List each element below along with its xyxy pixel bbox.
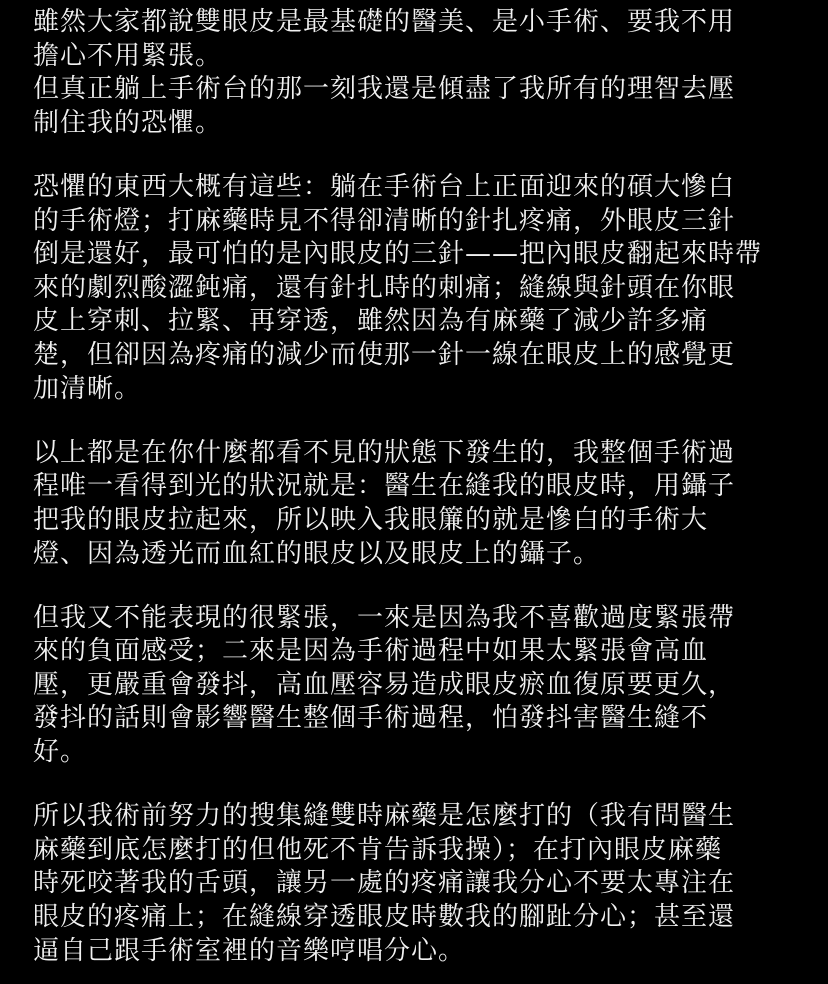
text-line: 楚，但卻因為疼痛的減少而使那一針一線在眼皮上的感覺更 <box>33 339 736 370</box>
paragraph-spacer <box>33 406 795 437</box>
text-line: 以上都是在你什麼都看不見的狀態下發生的，我整個手術過 <box>33 437 736 468</box>
text-line: 發抖的話則會影響醫生整個手術過程，怕發抖害醫生縫不 <box>33 703 709 734</box>
text-line: 恐懼的東西大概有這些：躺在手術台上正面迎來的碩大慘白 <box>33 171 736 202</box>
text-line: 加清晰。 <box>33 373 142 404</box>
text-line: 的手術燈；打麻藥時見不得卻清晰的針扎疼痛，外眼皮三針 <box>33 205 736 236</box>
text-line: 把我的眼皮拉起來，所以映入我眼簾的就是慘白的手術大 <box>33 504 709 535</box>
text-line: 倒是還好，最可怕的是內眼皮的三針——把內眼皮翻起來時帶 <box>33 239 763 270</box>
paragraph-5 <box>33 602 795 770</box>
text-line: 程唯一看得到光的狀況就是：醫生在縫我的眼皮時，用鑷子 <box>33 471 736 502</box>
paragraph-spacer <box>33 140 795 171</box>
text-line: 皮上穿刺、拉緊、再穿透，雖然因為有麻藥了減少許多痛 <box>33 306 709 337</box>
text-line: 來的負面感受；二來是因為手術過程中如果太緊張會高血 <box>33 636 709 667</box>
text-line: 但真正躺上手術台的那一刻我還是傾盡了我所有的理智去壓 <box>33 74 736 105</box>
text-line: 時死咬著我的舌頭，讓另一處的疼痛讓我分心不要太專注在 <box>33 868 736 899</box>
text-line: 燈、因為透光而血紅的眼皮以及眼皮上的鑷子。 <box>33 538 601 569</box>
paragraph-spacer <box>33 571 795 602</box>
text-line: 擔心不用緊張。 <box>33 40 223 71</box>
text-line: 制住我的恐懼。 <box>33 107 223 138</box>
paragraph-1 <box>33 6 795 73</box>
text-line: 眼皮的疼痛上；在縫線穿透眼皮時數我的腳趾分心；甚至還 <box>33 902 736 933</box>
paragraph-spacer <box>33 770 795 801</box>
post-text <box>33 6 795 968</box>
text-line: 雖然大家都說雙眼皮是最基礎的醫美、是小手術、要我不用 <box>33 7 736 37</box>
text-line: 所以我術前努力的搜集縫雙時麻藥是怎麼打的（我有問醫生 <box>33 801 736 832</box>
paragraph-3 <box>33 171 795 406</box>
text-line: 麻藥到底怎麼打的但他死不肯告訴我操）；在打內眼皮麻藥 <box>33 834 723 865</box>
text-line: 好。 <box>33 737 88 768</box>
text-line: 但我又不能表現的很緊張，一來是因為我不喜歡過度緊張帶 <box>33 602 736 633</box>
paragraph-4 <box>33 437 795 571</box>
paragraph-2 <box>33 73 795 140</box>
text-line: 來的劇烈酸澀鈍痛，還有針扎時的刺痛；縫線與針頭在你眼 <box>33 272 736 303</box>
paragraph-6 <box>33 800 795 968</box>
text-line: 壓，更嚴重會發抖，高血壓容易造成眼皮瘀血復原要更久， <box>33 669 736 700</box>
text-line: 逼自己跟手術室裡的音樂哼唱分心。 <box>33 935 466 966</box>
